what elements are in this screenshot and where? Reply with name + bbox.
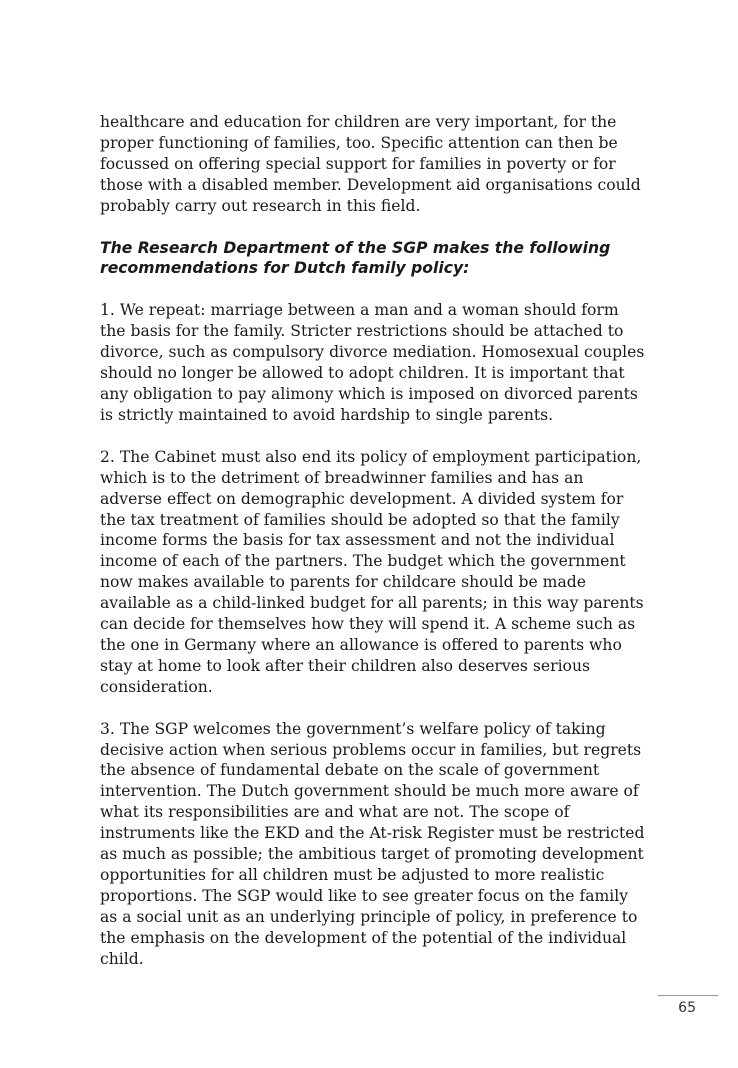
- recommendation-paragraph-2: 2. The Cabinet must also end its policy of employment participation, which is to the detriment of breadwinner families and has an adverse effect on demographic development. A divided system for the tax treatment of families should be adopted so that the family income forms the basis for tax assessment and not the individual income of each of the partners. The budget which the government now makes available to parents for childcare should be made available as a child-linked budget for all parents; in this way parents can decide for themselves how they will spend it. A scheme such as the one in Germany where an allowance is offered to parents who stay at home to look after their children also deserves serious consideration.: [100, 447, 644, 696]
- footer-rule: [658, 995, 718, 996]
- page-number: 65: [678, 1000, 696, 1016]
- page-body: [100, 112, 646, 991]
- intro-paragraph: healthcare and education for children are very important, for the proper functioning of families, too. Specific attention can then be focussed on offering special support for families in poverty or for those with a disabled member. Development aid organisations could probably carry out research in this field.: [100, 113, 641, 215]
- recommendation-paragraph-3: 3. The SGP welcomes the government’s welfare policy of taking decisive action when serious problems occur in families, but regrets the absence of fundamental debate on the scale of government intervention. The Dutch government should be much more aware of what its responsibilities are and what are not. The scope of instruments like the EKD and the At-risk Register must be restricted as much as possible; the ambitious target of promoting development opportunities for all children must be adjusted to more realistic proportions. The SGP would like to see greater focus on the family as a social unit as an underlying principle of policy, in preference to the emphasis on the development of the potential of the individual child.: [100, 719, 645, 968]
- recommendation-paragraph-1: 1. We repeat: marriage between a man and a woman should form the basis for the family. Stricter restrictions should be attached to divorce, such as compulsory divorce mediation. Homosexual couples should no longer be allowed to adopt children. It is important that any obligation to pay alimony which is imposed on divorced parents is strictly maintained to avoid hardship to single parents.: [100, 301, 645, 424]
- recommendations-heading: The Research Department of the SGP makes the following recommendations for Dutch family policy:: [100, 238, 611, 278]
